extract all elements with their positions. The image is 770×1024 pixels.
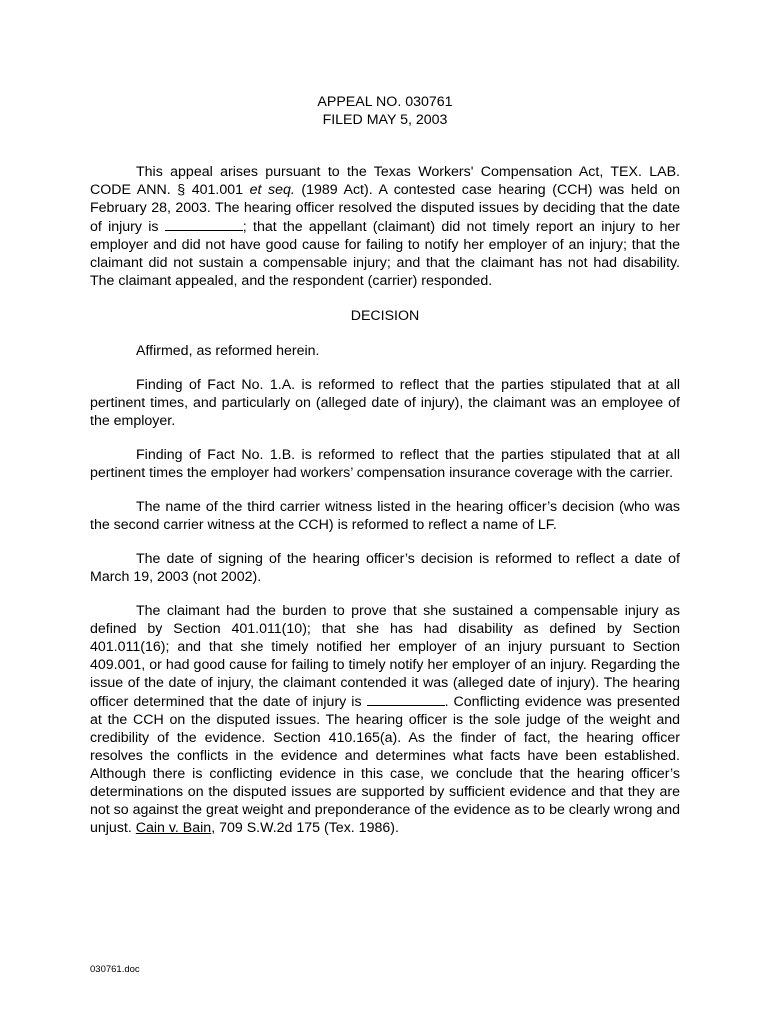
- intro-text-2: (1989 Act). A contested case hearing (CCH) was held on February 28, 2003. The hearing officer resolved the disputed issues by deciding that the date of injury is: [90, 182, 681, 235]
- burden-text-2: . Conflicting evidence was presented at the CCH on the disputed issues. The hearing officer is the sole judge of the weight and credibility of the evidence. Section 410.165(a). As the finder of fact, the hearing officer resolves the conflicts in the evidence and determines what facts have been established. Although there is conflicting evidence in this case, we conclude that the hearing officer’s determinations on the disputed issues are supported by sufficient evidence and that they are not so against the great weight and preponderance of the evidence as to be clearly wrong and unjust.: [90, 694, 681, 836]
- burden-text-3: , 709 S.W.2d 175 (Tex. 1986).: [211, 820, 399, 836]
- filed-date: FILED MAY 5, 2003: [322, 112, 448, 128]
- appeal-number: APPEAL NO. 030761: [317, 94, 453, 110]
- determined-date-blank: [367, 692, 445, 706]
- date-of-injury-blank: [165, 217, 243, 231]
- witness-paragraph: The name of the third carrier witness listed in the hearing officer’s decision (who was the second carrier witness at the CCH) is reformed to reflect a name of LF.: [90, 499, 680, 533]
- decision-heading: DECISION: [350, 308, 420, 324]
- affirmed-paragraph: Affirmed, as reformed herein.: [136, 343, 320, 359]
- case-citation: Cain v. Bain: [135, 820, 212, 836]
- document-page: [90, 93, 680, 853]
- signing-date-paragraph: The date of signing of the hearing officer’s decision is reformed to reflect a date of March 19, 2003 (not 2002).: [90, 551, 680, 585]
- finding-1a-paragraph: Finding of Fact No. 1.A. is reformed to reflect that the parties stipulated that at all pertinent times, and particularly on (alleged date of injury), the claimant was an employee of the employer.: [90, 377, 680, 429]
- intro-paragraph: [90, 163, 680, 290]
- burden-text-1: The claimant had the burden to prove that she sustained a compensable injury as defined by Section 401.011(10); that she has had disability as defined by Section 401.011(16); and that she timely notified her employer of an injury pursuant to Section 409.001, or had good cause for failing to timely notify her employer of an injury. Regarding the issue of the date of injury, the claimant contended it was (alleged date of injury). The hearing officer determined that the date of injury is: [90, 603, 680, 710]
- intro-et-seq: et seq.: [249, 182, 295, 198]
- document-header: [90, 93, 680, 129]
- burden-paragraph: [90, 602, 680, 837]
- footer-filename: 030761.doc: [90, 964, 140, 975]
- intro-text-3: ; that the appellant (claimant) did not timely report an injury to her employer and did not have good cause for failing to notify her employer of an injury; that the claimant did not sustain a compensable injury; and that the claimant has not had disability. The claimant appealed, and the respondent (carrier) responded.: [90, 219, 680, 289]
- intro-text-1: This appeal arises pursuant to the Texas Workers' Compensation Act, TEX. LAB. CODE ANN. § 401.001: [90, 164, 680, 198]
- finding-1b-paragraph: Finding of Fact No. 1.B. is reformed to reflect that the parties stipulated that at all pertinent times the employer had workers’ compensation insurance coverage with the carrier.: [90, 447, 680, 481]
